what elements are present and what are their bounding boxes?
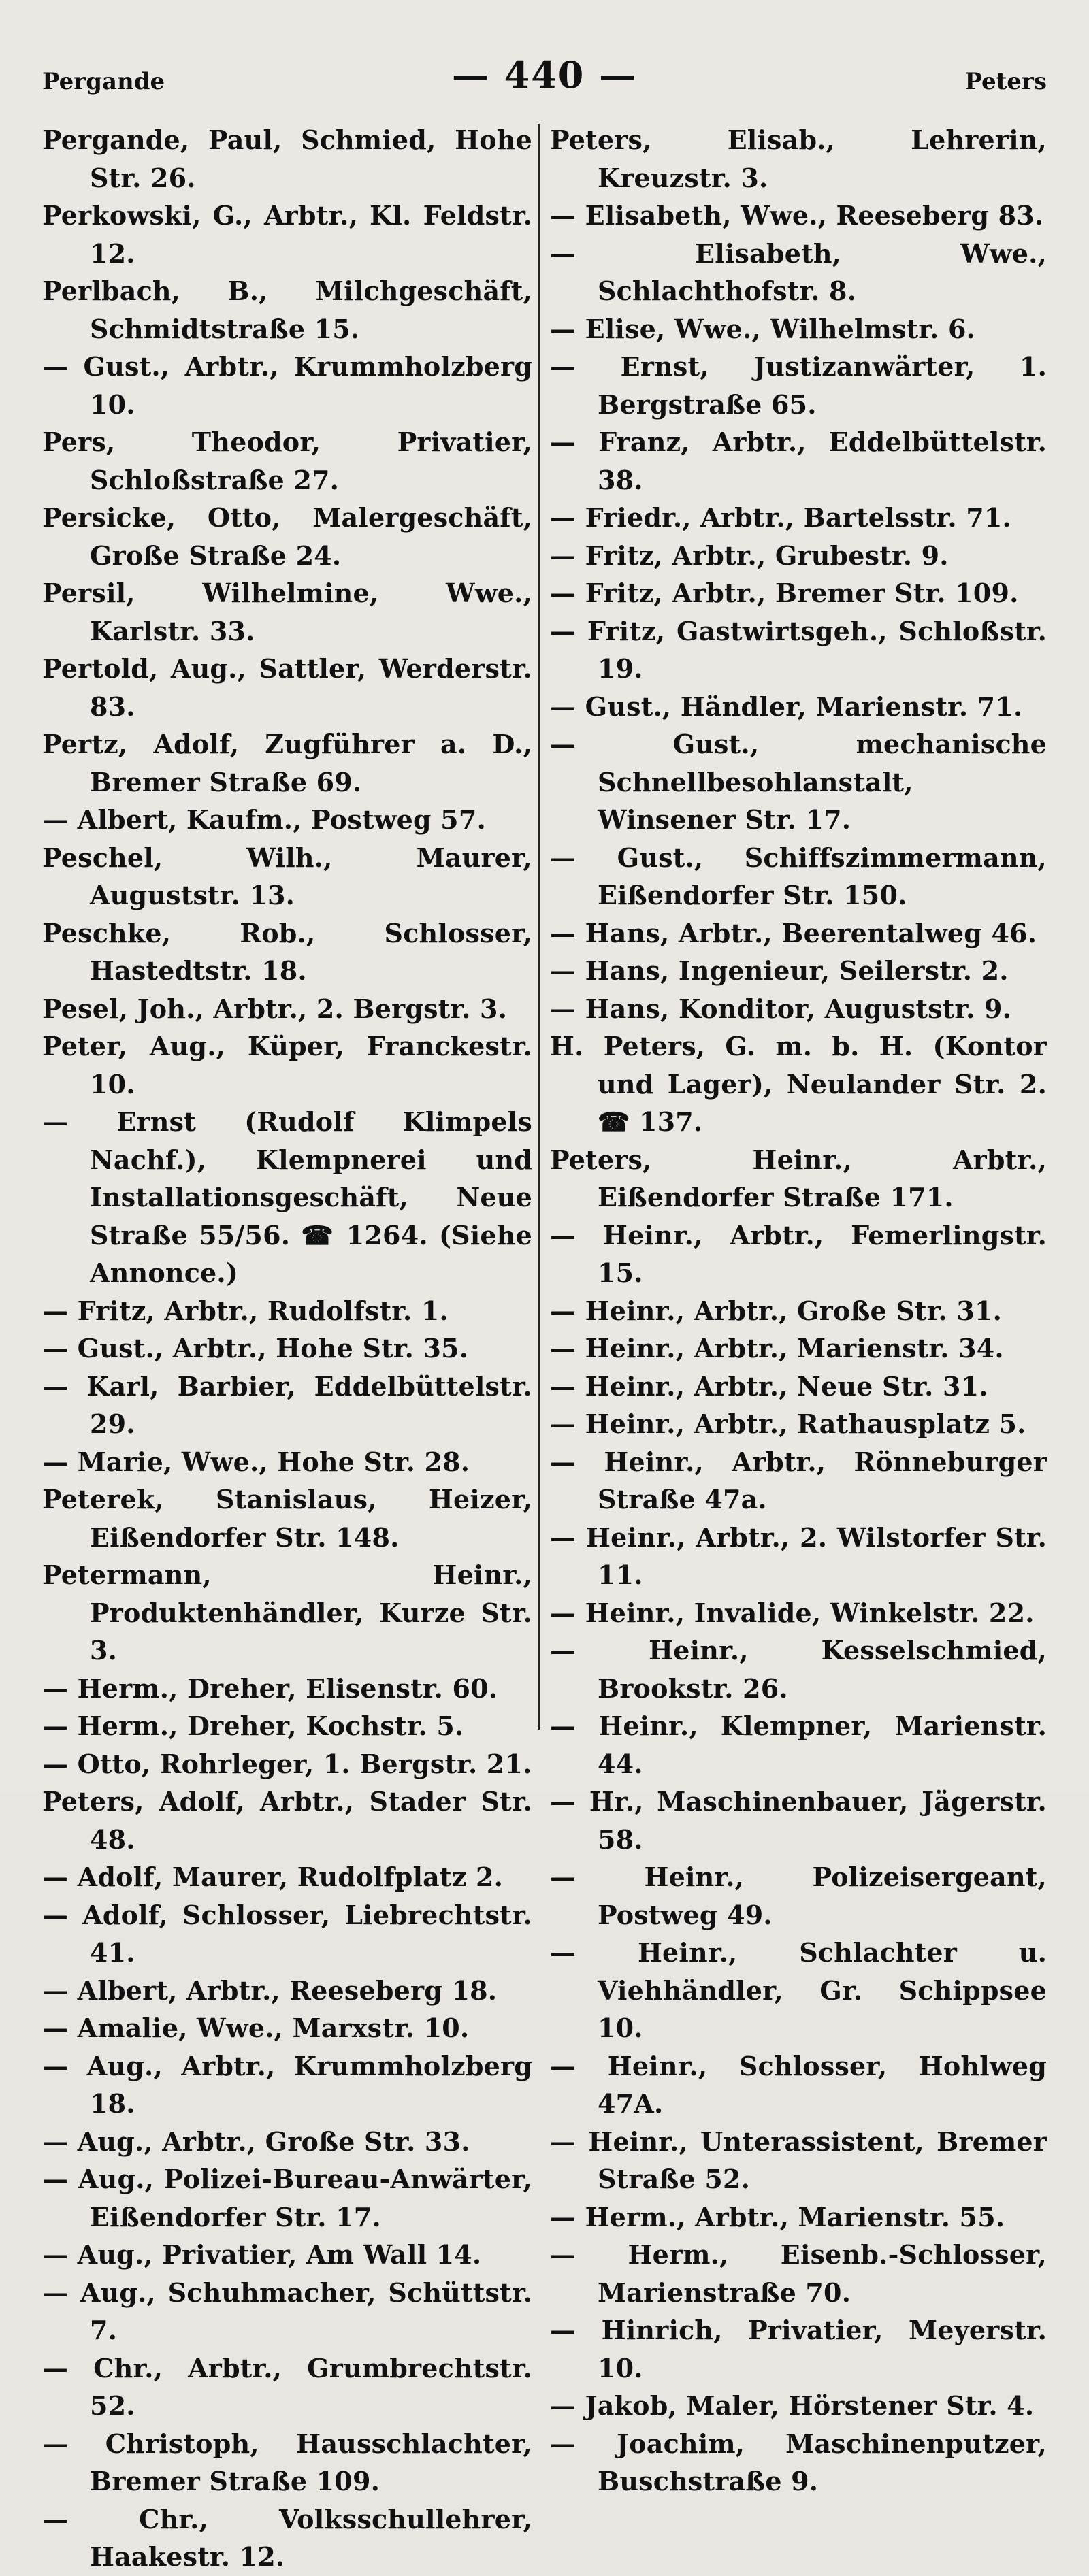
directory-entry: — Ernst (Rudolf Klimpels Nachf.), Klempnerei und Installationsgeschäft, Neue Straße 55/56. ☎ 1264. (Siehe Annonce.) xyxy=(42,1106,532,1288)
directory-entry: — Heinr., Arbtr., Große Str. 31. xyxy=(550,1295,1003,1326)
directory-entry: — Gust., Schiffszimmermann, Eißendorfer Str. 150. xyxy=(550,842,1047,910)
directory-entry: — Heinr., Arbtr., Marienstr. 34. xyxy=(550,1333,1004,1364)
directory-entry: — Heinr., Arbtr., 2. Wilstorfer Str. 11. xyxy=(550,1521,1047,1590)
directory-entry: — Heinr., Klempner, Marienstr. 44. xyxy=(550,1711,1047,1779)
directory-entry: Peterek, Stanislaus, Heizer, Eißendorfer Str. 148. xyxy=(42,1484,532,1553)
directory-entry: — Hans, Arbtr., Beerentalweg 46. xyxy=(550,917,1037,948)
directory-entry: Perlbach, B., Milchgeschäft, Schmidtstraße 15. xyxy=(42,276,532,344)
directory-entry: Peters, Elisab., Lehrerin, Kreuzstr. 3. xyxy=(550,125,1047,193)
directory-entry: Persil, Wilhelmine, Wwe., Karlstr. 33. xyxy=(42,578,532,646)
directory-entry: — Jakob, Maler, Hörstener Str. 4. xyxy=(550,2390,1035,2421)
directory-entry: Pers, Theodor, Privatier, Schloßstraße 27. xyxy=(42,427,532,495)
directory-entry: — Heinr., Arbtr., Femerlingstr. 15. xyxy=(550,1219,1047,1288)
directory-entry: — Adolf, Schlosser, Liebrechtstr. 41. xyxy=(42,1899,532,1968)
column-divider xyxy=(538,124,540,1730)
directory-entry: — Ernst, Justizanwärter, 1. Bergstraße 65. xyxy=(550,351,1047,420)
directory-entry: — Heinr., Schlosser, Hohlweg 47A. xyxy=(550,2050,1047,2119)
directory-entry: — Fritz, Arbtr., Bremer Str. 109. xyxy=(550,578,1019,608)
page-header xyxy=(42,53,1047,101)
directory-entry: — Hinrich, Privatier, Meyerstr. 10. xyxy=(550,2315,1047,2383)
directory-entry: — Heinr., Unterassistent, Bremer Straße 52. xyxy=(550,2126,1047,2194)
directory-entry: Peters, Heinr., Arbtr., Eißendorfer Straße 171. xyxy=(550,1144,1047,1212)
directory-entry: — Heinr., Arbtr., Neue Str. 31. xyxy=(550,1370,988,1402)
directory-entry: — Aug., Polizei-Bureau-Anwärter, Eißendorfer Str. 17. xyxy=(42,2164,532,2232)
directory-entry: Pertold, Aug., Sattler, Werderstr. 83. xyxy=(42,653,532,722)
directory-entry: — Hans, Konditor, Auguststr. 9. xyxy=(550,993,1012,1024)
directory-entry: — Elise, Wwe., Wilhelmstr. 6. xyxy=(550,313,976,344)
directory-entry: — Karl, Barbier, Eddelbüttelstr. 29. xyxy=(42,1370,532,1439)
directory-entry: — Gust., Arbtr., Hohe Str. 35. xyxy=(42,1333,469,1364)
directory-entry: Pertz, Adolf, Zugführer a. D., Bremer Straße 69. xyxy=(42,729,532,797)
directory-entry: — Heinr., Invalide, Winkelstr. 22. xyxy=(550,1597,1035,1628)
directory-entry: — Gust., Arbtr., Krummholzberg 10. xyxy=(42,351,532,420)
header-left-keyword: Pergande xyxy=(42,68,165,95)
directory-entry: — Aug., Arbtr., Krummholzberg 18. xyxy=(42,2050,532,2119)
directory-entry: Peters, Adolf, Arbtr., Stader Str. 48. xyxy=(42,1786,532,1855)
directory-entry: — Gust., mechanische Schnellbesohlanstalt, Winsener Str. 17. xyxy=(550,729,1047,835)
directory-entry: Pesel, Joh., Arbtr., 2. Bergstr. 3. xyxy=(42,993,508,1024)
directory-entry: — Hr., Maschinenbauer, Jägerstr. 58. xyxy=(550,1786,1047,1855)
directory-entry: Peschel, Wilh., Maurer, Auguststr. 13. xyxy=(42,842,532,910)
directory-entry: — Fritz, Arbtr., Rudolfstr. 1. xyxy=(42,1295,449,1326)
directory-entry: Petermann, Heinr., Produktenhändler, Kurze Str. 3. xyxy=(42,1559,532,1666)
directory-entry: Persicke, Otto, Malergeschäft, Große Straße 24. xyxy=(42,502,532,571)
directory-entry: — Heinr., Polizeisergeant, Postweg 49. xyxy=(550,1862,1047,1930)
directory-entry: Pergande, Paul, Schmied, Hohe Str. 26. xyxy=(42,125,532,193)
directory-entry: — Heinr., Schlachter u. Viehhändler, Gr. Schippsee 10. xyxy=(550,1937,1047,2043)
directory-entry: Peschke, Rob., Schlosser, Hastedtstr. 18. xyxy=(42,917,532,986)
directory-entry: — Heinr., Arbtr., Rönneburger Straße 47a. xyxy=(550,1446,1047,1515)
directory-entry: — Fritz, Gastwirtsgeh., Schloßstr. 19. xyxy=(550,615,1047,684)
directory-entry: — Friedr., Arbtr., Bartelsstr. 71. xyxy=(550,502,1011,533)
directory-entry: — Christoph, Hausschlachter, Bremer Straße 109. xyxy=(42,2428,532,2496)
directory-entry: Peter, Aug., Küper, Franckestr. 10. xyxy=(42,1031,532,1100)
directory-entry: — Elisabeth, Wwe., Reeseberg 83. xyxy=(550,200,1044,231)
directory-entry: — Otto, Rohrleger, 1. Bergstr. 21. xyxy=(42,1748,532,1779)
directory-entry: — Joachim, Maschinenputzer, Buschstraße 9. xyxy=(550,2428,1047,2496)
directory-entry: — Fritz, Arbtr., Grubestr. 9. xyxy=(550,540,949,571)
directory-entry: — Heinr., Arbtr., Rathausplatz 5. xyxy=(550,1408,1026,1439)
directory-entry: — Adolf, Maurer, Rudolfplatz 2. xyxy=(42,1862,504,1892)
directory-entry: — Hans, Ingenieur, Seilerstr. 2. xyxy=(550,955,1009,986)
directory-entry: — Albert, Arbtr., Reeseberg 18. xyxy=(42,1975,498,2006)
directory-entry: — Chr., Volksschullehrer, Haakestr. 12. xyxy=(42,2503,532,2572)
directory-entry: — Herm., Arbtr., Marienstr. 55. xyxy=(550,2201,1005,2232)
directory-entry: — Heinr., Kesselschmied, Brookstr. 26. xyxy=(550,1635,1047,1704)
directory-entry: — Aug., Schuhmacher, Schüttstr. 7. xyxy=(42,2277,532,2345)
directory-entry: — Herm., Dreher, Kochstr. 5. xyxy=(42,1711,464,1741)
left-column xyxy=(42,121,532,2576)
directory-entry: — Amalie, Wwe., Marxstr. 10. xyxy=(42,2013,470,2043)
directory-entry: H. Peters, G. m. b. H. (Kontor und Lager), Neulander Str. 2. ☎ 137. xyxy=(550,1031,1047,1137)
directory-entry: — Chr., Arbtr., Grumbrechtstr. 52. xyxy=(42,2352,532,2421)
directory-entry: — Franz, Arbtr., Eddelbüttelstr. 38. xyxy=(550,427,1047,495)
directory-entry: — Elisabeth, Wwe., Schlachthofstr. 8. xyxy=(550,237,1047,306)
directory-entry: — Marie, Wwe., Hohe Str. 28. xyxy=(42,1446,470,1477)
directory-entry: — Albert, Kaufm., Postweg 57. xyxy=(42,804,486,835)
header-right-keyword: Peters xyxy=(964,68,1047,95)
directory-entry: — Gust., Händler, Marienstr. 71. xyxy=(550,691,1023,722)
directory-entry: — Herm., Eisenb.-Schlosser, Marienstraße 70. xyxy=(550,2239,1047,2308)
page-number: — 440 — xyxy=(451,53,638,97)
right-column xyxy=(550,121,1047,2500)
directory-entry: — Aug., Privatier, Am Wall 14. xyxy=(42,2239,482,2270)
directory-entry: Perkowski, G., Arbtr., Kl. Feldstr. 12. xyxy=(42,200,532,269)
directory-entry: — Aug., Arbtr., Große Str. 33. xyxy=(42,2126,470,2157)
directory-entry: — Herm., Dreher, Elisenstr. 60. xyxy=(42,1672,498,1704)
